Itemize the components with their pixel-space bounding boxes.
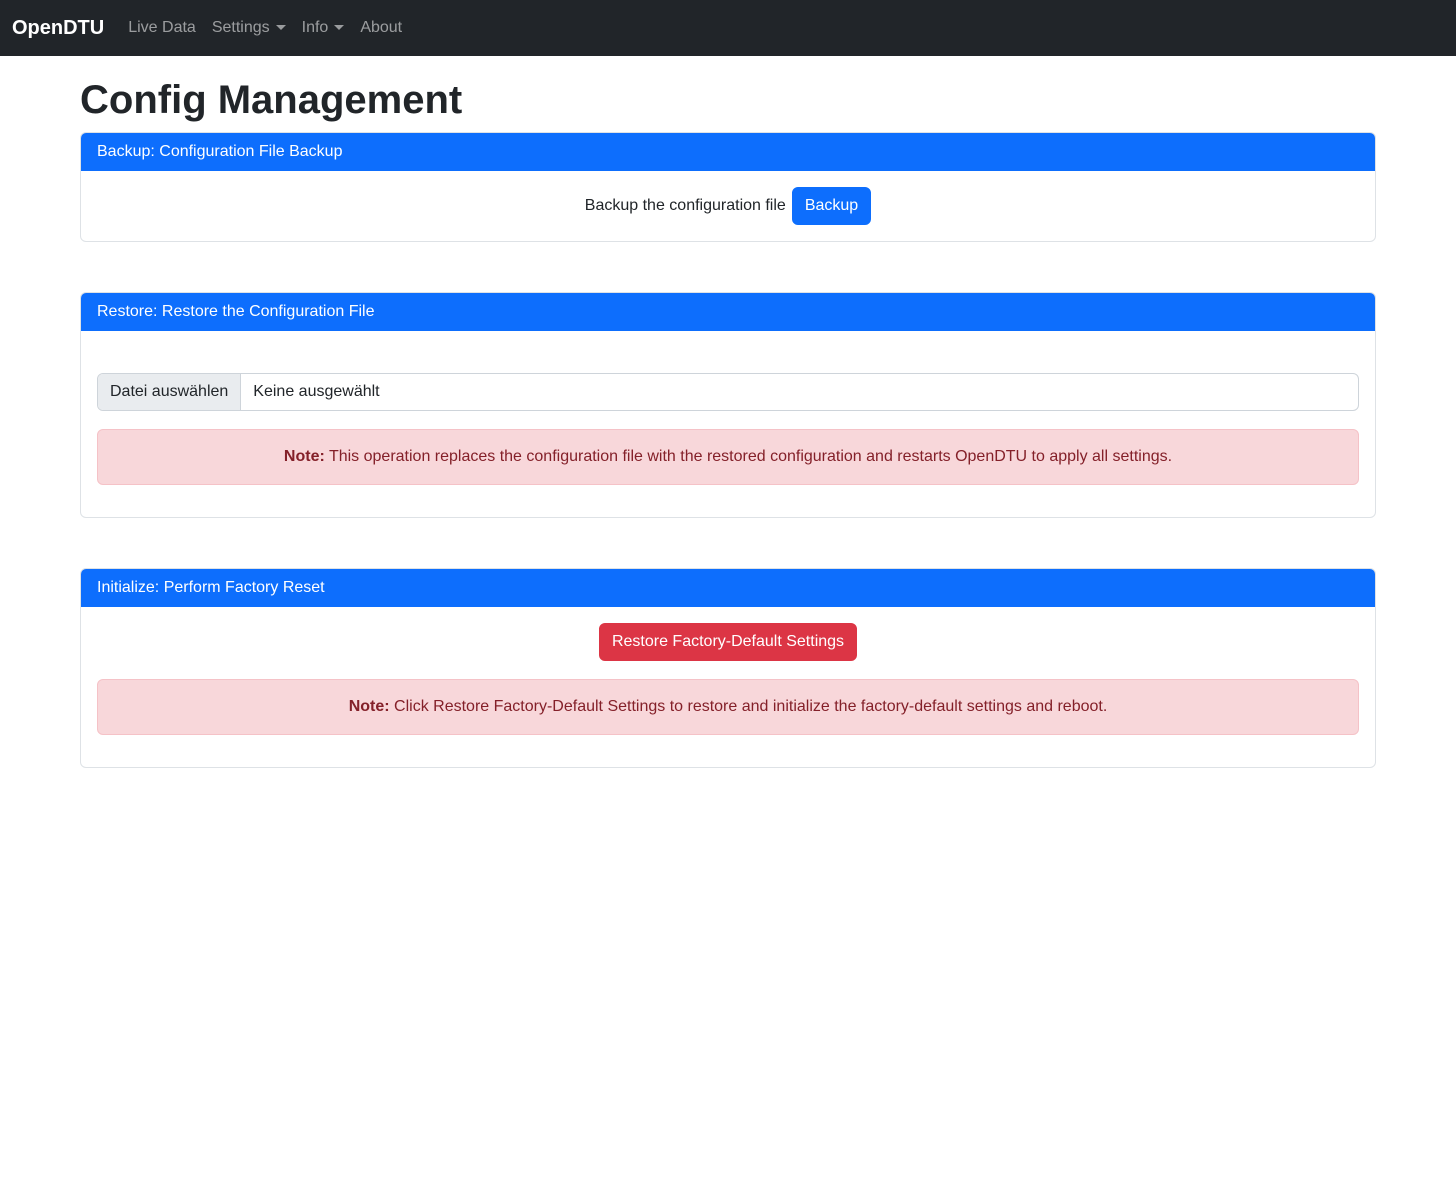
backup-label: Backup the configuration file: [584, 197, 786, 214]
nav-item-live-data-label: Live Data: [128, 19, 196, 36]
chevron-down-icon: [276, 25, 286, 30]
nav-item-settings[interactable]: [204, 11, 294, 45]
factory-reset-card-body: [81, 607, 1375, 767]
restore-card: [80, 292, 1376, 518]
nav-item-about[interactable]: [352, 11, 410, 45]
restore-note-alert: [97, 429, 1359, 485]
backup-card-body: [81, 171, 1375, 241]
main-content: [80, 76, 1376, 768]
nav-item-live-data[interactable]: [120, 11, 204, 45]
navbar: [0, 0, 1456, 56]
factory-reset-button[interactable]: Restore Factory-Default Settings: [599, 623, 857, 661]
page-title: Config Management: [80, 78, 463, 122]
restore-card-body: [81, 331, 1375, 517]
backup-card-header: Backup: Configuration File Backup: [81, 133, 1375, 171]
backup-button[interactable]: Backup: [792, 187, 871, 225]
nav-item-settings-label: Settings: [211, 19, 270, 36]
config-file-input[interactable]: [97, 373, 1359, 411]
file-choose-button[interactable]: Datei auswählen: [98, 374, 241, 410]
chevron-down-icon: [334, 25, 344, 30]
restore-note-label: Note:: [283, 448, 325, 466]
factory-reset-card-header: Initialize: Perform Factory Reset: [81, 569, 1375, 607]
file-status-text: Keine ausgewählt: [253, 383, 380, 401]
nav-item-about-label: About: [360, 19, 403, 36]
backup-card: [80, 132, 1376, 242]
navbar-brand[interactable]: OpenDTU: [12, 16, 105, 39]
nav-item-info[interactable]: [294, 11, 353, 45]
nav-item-info-label: Info: [301, 19, 329, 36]
factory-reset-card: [80, 568, 1376, 768]
factory-reset-note-alert: [97, 679, 1359, 735]
restore-card-header: Restore: Restore the Configuration File: [81, 293, 1375, 331]
factory-reset-note-text: Click Restore Factory-Default Settings to restore and initialize the factory-default settings and reboot.: [394, 698, 1108, 716]
restore-note-text: This operation replaces the configuration file with the restored configuration and restarts OpenDTU to apply all settings.: [328, 448, 1173, 466]
factory-reset-note-label: Note:: [348, 698, 390, 716]
